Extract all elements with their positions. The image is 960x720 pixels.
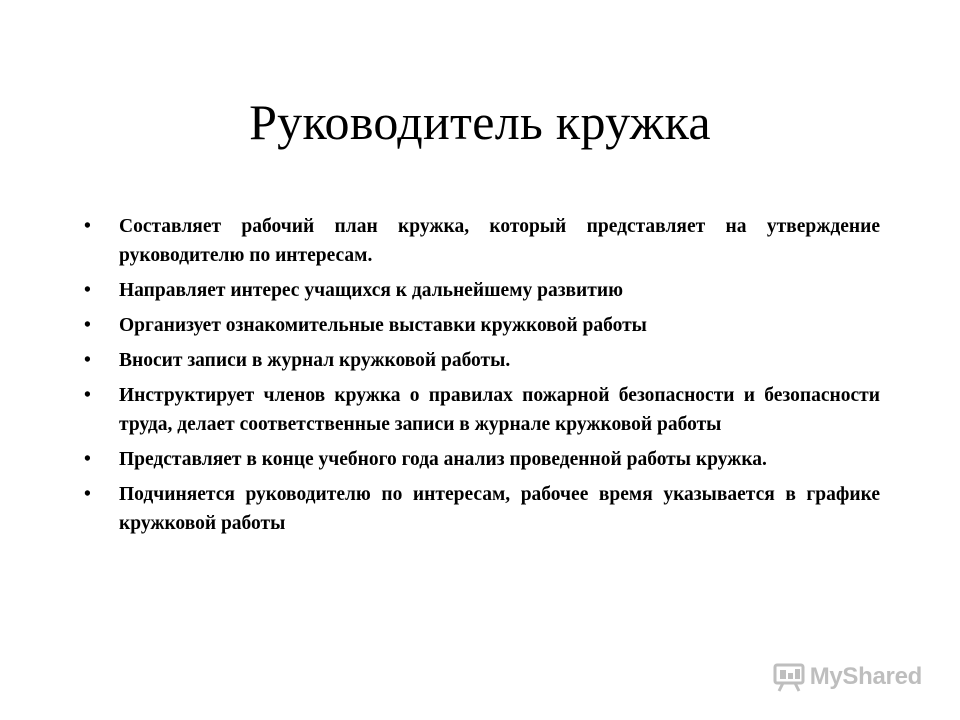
list-item (84, 311, 880, 340)
list-item-text: Представляет в конце учебного года анализ проведенной работы кружка. (119, 449, 767, 470)
list-item (84, 381, 880, 439)
list-item-text: Вносит записи в журнал кружковой работы. (119, 350, 511, 371)
list-item (84, 480, 880, 538)
list-item (84, 346, 880, 375)
presentation-board-icon (772, 662, 806, 692)
list-item-text: Инструктирует членов кружка о правилах пожарной безопасности и безопасности труда, делает соответственные записи в журнале кружковой работы (119, 385, 880, 435)
bullet-dot: • (84, 280, 91, 301)
myshared-watermark (772, 662, 922, 692)
bullet-dot: • (84, 216, 91, 237)
bullet-dot: • (84, 449, 91, 470)
list-item-text: Подчиняется руководителю по интересам, рабочее время указывается в графике кружковой работы (119, 484, 880, 534)
list-item-text: Организует ознакомительные выставки кружковой работы (119, 315, 647, 336)
bullet-dot: • (84, 350, 91, 371)
list-item (84, 212, 880, 270)
bullet-dot: • (84, 385, 91, 406)
slide-title: Руководитель кружка (249, 94, 711, 150)
watermark-text: MyShared (809, 663, 922, 690)
bullet-list (84, 212, 880, 544)
list-item-text: Составляет рабочий план кружка, который представляет на утверждение руководителю по интересам. (119, 216, 880, 266)
bullet-dot: • (84, 315, 91, 336)
bullet-dot: • (84, 484, 91, 505)
list-item (84, 445, 880, 474)
list-item (84, 276, 880, 305)
list-item-text: Направляет интерес учащихся к дальнейшему развитию (119, 280, 624, 301)
